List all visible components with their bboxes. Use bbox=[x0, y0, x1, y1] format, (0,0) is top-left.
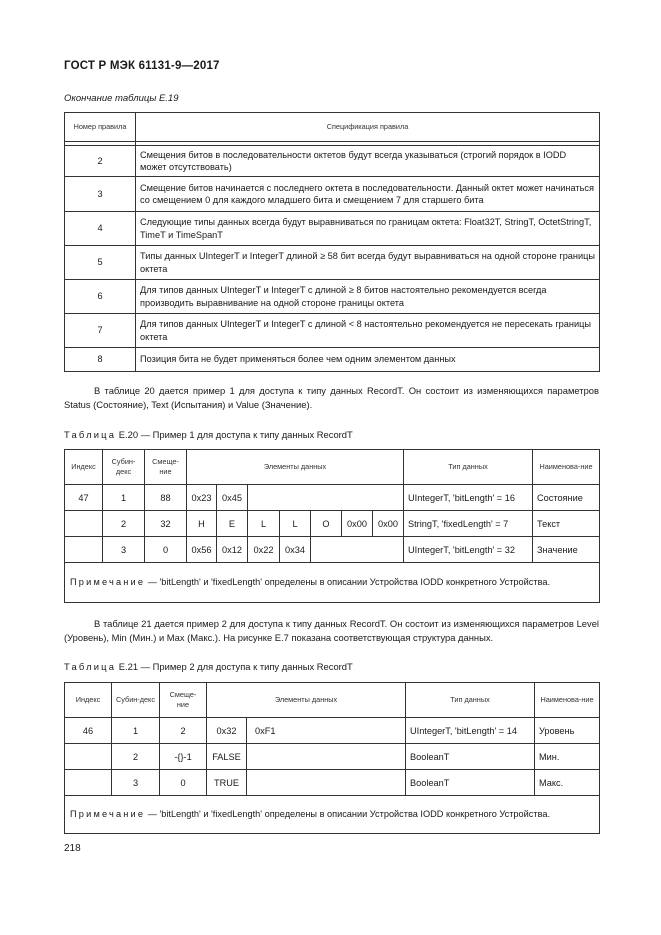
cell-name: Состояние bbox=[533, 485, 600, 511]
table21-header-row bbox=[65, 683, 600, 718]
cell-element: H bbox=[187, 511, 217, 537]
rule-number: 7 bbox=[65, 314, 136, 348]
head-index: Индекс bbox=[65, 450, 103, 485]
cell-offset: 88 bbox=[145, 485, 187, 511]
table-row bbox=[65, 744, 600, 770]
table-row bbox=[65, 485, 600, 511]
table21-caption bbox=[64, 661, 353, 672]
note-text: — 'bitLength' и 'fixedLength' определены в описании Устройства IODD конкретного Устройства. bbox=[145, 809, 551, 819]
cell-subindex: 3 bbox=[103, 537, 145, 563]
cell-type: UIntegerT, 'bitLength' = 14 bbox=[406, 718, 535, 744]
cell-element-empty bbox=[248, 485, 404, 511]
table20 bbox=[64, 449, 600, 603]
cell-type: BooleanT bbox=[406, 744, 535, 770]
cell-offset: 0 bbox=[160, 770, 207, 796]
cell-element: FALSE bbox=[207, 744, 247, 770]
table20-note bbox=[65, 563, 600, 603]
table-row bbox=[65, 280, 600, 314]
cell-subindex: 1 bbox=[103, 485, 145, 511]
cell-name: Уровень bbox=[535, 718, 600, 744]
rule-number: 5 bbox=[65, 246, 136, 280]
cell-type: UIntegerT, 'bitLength' = 16 bbox=[404, 485, 533, 511]
table19-head-number: Номер правила bbox=[65, 113, 136, 142]
rule-text: Типы данных UIntegerT и IntegerT длиной ≥ 58 бит всегда будут выравниваться на одной стороне границы октета bbox=[136, 246, 600, 280]
cell-element: O bbox=[311, 511, 342, 537]
table-row bbox=[65, 314, 600, 348]
rule-text: Смещения битов в последовательности октетов будут всегда указываться (строгий порядок в IODD может отсутствовать) bbox=[136, 146, 600, 177]
table-row bbox=[65, 348, 600, 372]
paragraph-1: В таблице 20 дается пример 1 для доступа к типу данных RecordT. Он состоит из изменяющихся параметров Status (Состояние), Text (Испытания) и Value (Значение). bbox=[64, 385, 599, 410]
cell-index: 46 bbox=[65, 718, 112, 744]
cell-element: 0x12 bbox=[217, 537, 248, 563]
rule-number: 3 bbox=[65, 177, 136, 212]
table-row bbox=[65, 770, 600, 796]
cell-element: L bbox=[248, 511, 280, 537]
cell-subindex: 3 bbox=[112, 770, 160, 796]
head-name: Наименова-ние bbox=[535, 683, 600, 718]
table20-header-row bbox=[65, 450, 600, 485]
cell-element: 0x56 bbox=[187, 537, 217, 563]
cell-name: Макс. bbox=[535, 770, 600, 796]
cell-name: Значение bbox=[533, 537, 600, 563]
cell-element: 0x32 bbox=[207, 718, 247, 744]
cell-element-empty bbox=[311, 537, 404, 563]
rule-text: Следующие типы данных всегда будут выравниваться по границам октета: Float32T, StringT, OctetStringT, TimeT и TimeSpanT bbox=[136, 212, 600, 246]
cell-element: 0x23 bbox=[187, 485, 217, 511]
note-text: — 'bitLength' и 'fixedLength' определены в описании Устройства IODD конкретного Устройства. bbox=[145, 577, 551, 587]
table21-caption-text: Е.21 — Пример 2 для доступа к типу данных RecordT bbox=[116, 661, 353, 672]
head-elements: Элементы данных bbox=[187, 450, 404, 485]
rule-number: 4 bbox=[65, 212, 136, 246]
cell-subindex: 1 bbox=[112, 718, 160, 744]
document-header: ГОСТ Р МЭК 61131-9—2017 bbox=[64, 60, 220, 72]
rule-text: Смещение битов начинается с последнего октета в последовательности. Данный октет может начинаться со смещением 0 для каждого младшего бита и смещением 7 для старшего бита bbox=[136, 177, 600, 212]
cell-index bbox=[65, 770, 112, 796]
rule-number: 8 bbox=[65, 348, 136, 372]
head-subindex: Субин-декс bbox=[112, 683, 160, 718]
cell-type: StringT, 'fixedLength' = 7 bbox=[404, 511, 533, 537]
table19-header-row bbox=[65, 113, 600, 142]
cell-type: BooleanT bbox=[406, 770, 535, 796]
cell-offset: 32 bbox=[145, 511, 187, 537]
table19-caption: Окончание таблицы Е.19 bbox=[64, 93, 179, 104]
table-row bbox=[65, 537, 600, 563]
rule-text: Для типов данных UIntegerT и IntegerT с длиной ≥ 8 битов настоятельно рекомендуется всегда производить выравнивание на одной стороне границы октета bbox=[136, 280, 600, 314]
table20-caption bbox=[64, 429, 353, 440]
head-type: Тип данных bbox=[404, 450, 533, 485]
head-name: Наименова-ние bbox=[533, 450, 600, 485]
cell-element: E bbox=[217, 511, 248, 537]
note-prefix: Примечание bbox=[70, 577, 146, 587]
head-offset: Смеще-ние bbox=[160, 683, 207, 718]
table20-caption-text: Е.20 — Пример 1 для доступа к типу данных RecordT bbox=[116, 429, 353, 440]
rule-text: Позиция бита не будет применяться более чем одним элементом данных bbox=[136, 348, 600, 372]
table-row bbox=[65, 718, 600, 744]
note-prefix: Примечание bbox=[70, 809, 146, 819]
cell-index bbox=[65, 511, 103, 537]
cell-element: 0x45 bbox=[217, 485, 248, 511]
cell-subindex: 2 bbox=[112, 744, 160, 770]
cell-element bbox=[247, 770, 406, 796]
table19 bbox=[64, 112, 600, 372]
cell-name: Мин. bbox=[535, 744, 600, 770]
cell-offset: 0 bbox=[145, 537, 187, 563]
table-row bbox=[65, 246, 600, 280]
cell-element: 0xF1 bbox=[247, 718, 406, 744]
table21 bbox=[64, 682, 600, 834]
table20-caption-prefix: Таблица bbox=[64, 429, 117, 440]
cell-offset: 2 bbox=[160, 718, 207, 744]
table21-note-row bbox=[65, 796, 600, 834]
cell-element: 0x34 bbox=[280, 537, 311, 563]
page-number: 218 bbox=[64, 843, 81, 854]
rule-number: 2 bbox=[65, 146, 136, 177]
table21-note bbox=[65, 796, 600, 834]
cell-element: 0x22 bbox=[248, 537, 280, 563]
table-row bbox=[65, 146, 600, 177]
head-index: Индекс bbox=[65, 683, 112, 718]
head-subindex: Субин-декс bbox=[103, 450, 145, 485]
table19-head-spec: Спецификация правила bbox=[136, 113, 600, 142]
head-type: Тип данных bbox=[406, 683, 535, 718]
head-offset: Смеще-ние bbox=[145, 450, 187, 485]
table-row bbox=[65, 212, 600, 246]
table21-caption-prefix: Таблица bbox=[64, 661, 117, 672]
cell-index bbox=[65, 537, 103, 563]
cell-type: UIntegerT, 'bitLength' = 32 bbox=[404, 537, 533, 563]
head-elements: Элементы данных bbox=[207, 683, 406, 718]
rule-text: Для типов данных UIntegerT и IntegerT с длиной < 8 настоятельно рекомендуется не пересекать границы октета bbox=[136, 314, 600, 348]
cell-element: L bbox=[280, 511, 311, 537]
cell-index: 47 bbox=[65, 485, 103, 511]
paragraph-2: В таблице 21 дается пример 2 для доступа к типу данных RecordT. Он состоит из изменяющихся параметров Level (Уровень), Min (Мин.) и Max (Макс.). На рисунке Е.7 показана соответствующая структура данных. bbox=[64, 618, 599, 643]
cell-element bbox=[247, 744, 406, 770]
rule-number: 6 bbox=[65, 280, 136, 314]
cell-offset: -{}-1 bbox=[160, 744, 207, 770]
cell-element: TRUE bbox=[207, 770, 247, 796]
cell-subindex: 2 bbox=[103, 511, 145, 537]
cell-index bbox=[65, 744, 112, 770]
cell-element: 0x00 bbox=[373, 511, 404, 537]
table-row bbox=[65, 177, 600, 212]
table20-note-row bbox=[65, 563, 600, 603]
cell-element: 0x00 bbox=[342, 511, 373, 537]
table-row bbox=[65, 511, 600, 537]
cell-name: Текст bbox=[533, 511, 600, 537]
